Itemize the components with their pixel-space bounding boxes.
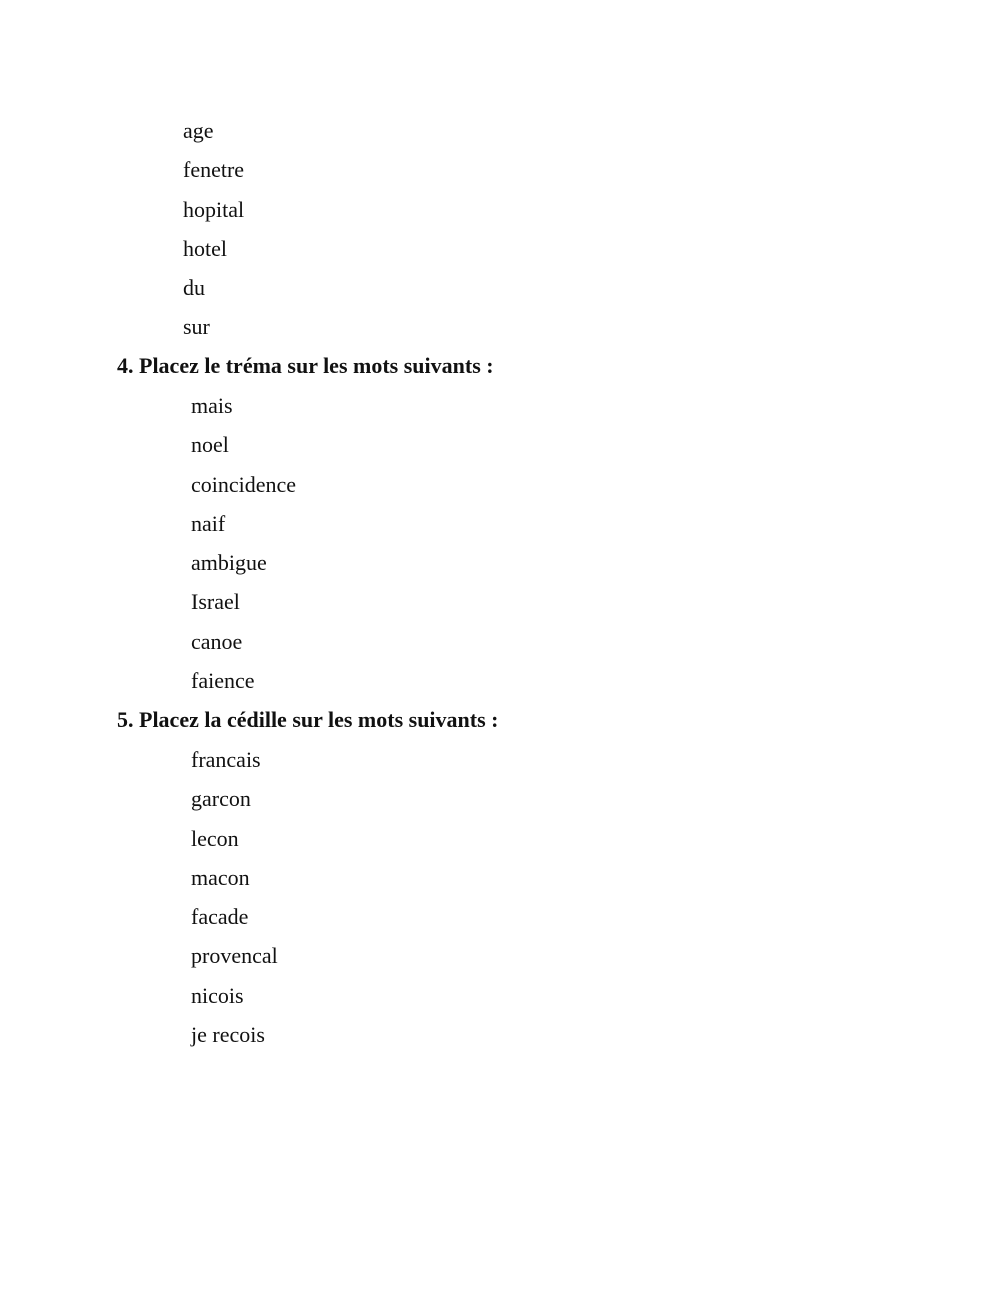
section-4-heading: 4. Placez le tréma sur les mots suivants :: [117, 353, 494, 378]
word-item: macon: [191, 864, 250, 890]
cedille-word-list: [191, 740, 278, 1054]
accent-word-list: [183, 111, 244, 347]
word-item: fenetre: [183, 157, 245, 183]
word-item: facade: [191, 904, 249, 930]
word-item: noel: [191, 432, 229, 458]
trema-word-list: [191, 386, 296, 700]
word-item: mais: [191, 393, 233, 418]
word-item: je recois: [191, 1022, 265, 1048]
word-item: Israel: [191, 589, 240, 615]
word-item: canoe: [191, 628, 243, 654]
word-item: hotel: [183, 235, 227, 261]
word-item: lecon: [191, 825, 239, 851]
word-item: ambigue: [191, 550, 267, 576]
word-item: du: [183, 275, 205, 301]
word-item: naif: [191, 510, 226, 536]
word-item: provencal: [191, 943, 278, 969]
word-item: age: [183, 118, 214, 143]
word-item: garcon: [191, 786, 251, 812]
word-item: sur: [183, 314, 210, 340]
section-5-heading: 5. Placez la cédille sur les mots suivants :: [117, 707, 499, 732]
word-item: francais: [191, 747, 261, 772]
word-item: hopital: [183, 196, 245, 222]
word-item: coincidence: [191, 471, 297, 497]
word-item: nicois: [191, 982, 244, 1008]
word-item: faience: [191, 668, 255, 694]
